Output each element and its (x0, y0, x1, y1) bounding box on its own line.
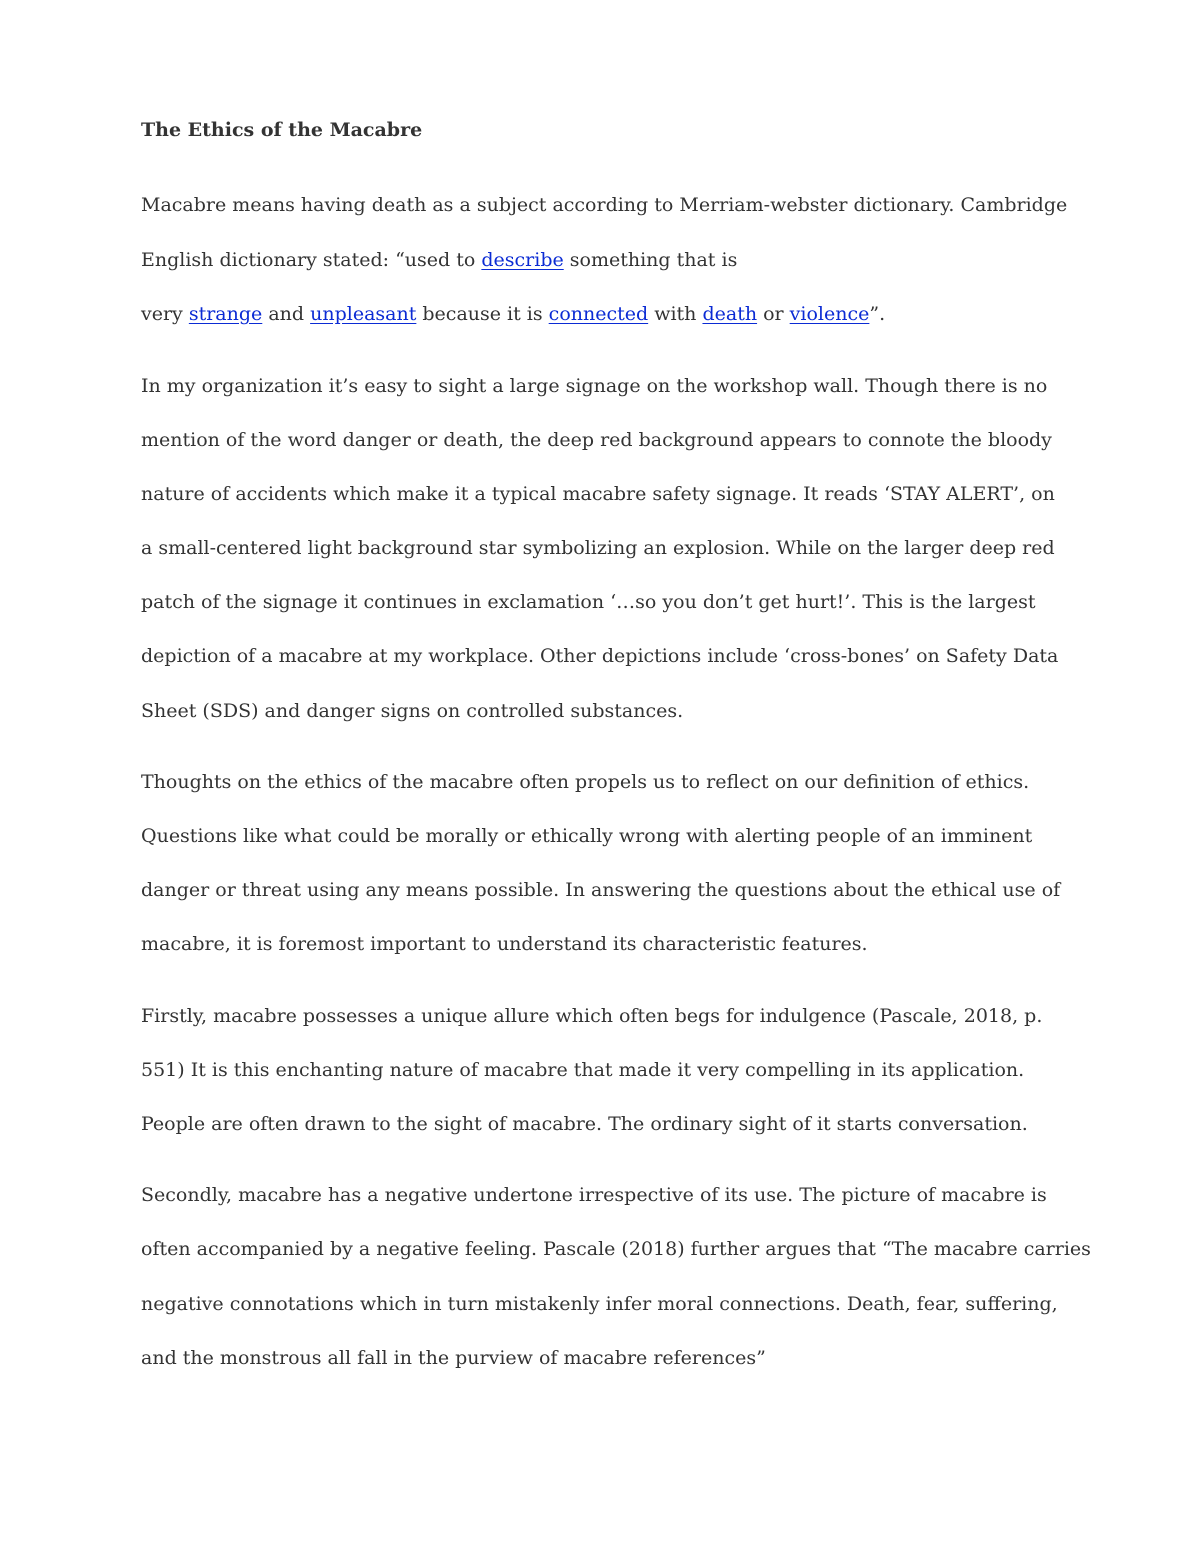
text-line (141, 178, 1071, 233)
text-run: danger or threat using any means possible. In answering the questions about the ethical use of (141, 879, 1061, 902)
text-run: Thoughts on the ethics of the macabre often propels us to reflect on our definition of ethics. (141, 770, 1030, 793)
dictionary-link[interactable]: describe (481, 248, 564, 271)
text-run: nature of accidents which make it a typical macabre safety signage. It reads ‘STAY ALERT’, on (141, 482, 1055, 505)
text-run: a small-centered light background star symbolizing an explosion. While on the larger deep red (141, 537, 1055, 560)
dictionary-link[interactable]: death (702, 303, 758, 325)
text-run: In my organization it’s easy to sight a large signage on the workshop wall. Though there is no (141, 374, 1048, 397)
text-line (141, 989, 1071, 1043)
text-line (141, 287, 1071, 342)
text-run: Sheet (SDS) and danger signs on controlled substances. (141, 699, 684, 722)
text-run: English dictionary stated: “used to (141, 248, 482, 271)
text-line (141, 1097, 1071, 1151)
text-run: depiction of a macabre at my workplace. Other depictions include ‘cross-bones’ on Safety Data (141, 645, 1059, 668)
text-run: very (141, 303, 189, 325)
text-line (141, 1331, 1071, 1385)
paragraph (141, 359, 1071, 738)
text-line (141, 917, 1071, 971)
text-line (141, 1168, 1071, 1222)
text-run: and the monstrous all fall in the purview of macabre references” (141, 1346, 766, 1369)
text-line (141, 629, 1071, 683)
document-body (141, 110, 1091, 1402)
text-run: something that is (563, 248, 738, 271)
text-run: and (262, 303, 311, 325)
text-run: or (757, 303, 790, 325)
text-run: ”. (869, 303, 886, 325)
text-run: often accompanied by a negative feeling. Pascale (2018) further argues that “The macabre carries (141, 1238, 1091, 1261)
text-line (141, 575, 1071, 629)
text-line (141, 1222, 1091, 1276)
dictionary-link[interactable]: unpleasant (310, 303, 417, 325)
text-line (141, 863, 1071, 917)
text-run: with (648, 303, 703, 325)
text-run: Secondly, macabre has a negative undertone irrespective of its use. The picture of macabre is (141, 1184, 1047, 1207)
text-run: People are often drawn to the sight of macabre. The ordinary sight of it starts conversation. (141, 1112, 1028, 1135)
text-line (141, 467, 1071, 521)
paragraph (141, 755, 1071, 972)
text-line (141, 413, 1071, 467)
text-line (141, 809, 1071, 863)
text-line (141, 755, 1071, 809)
paragraph (141, 989, 1071, 1152)
dictionary-link[interactable]: violence (789, 303, 870, 325)
paragraph-container (141, 178, 1091, 1385)
paragraph (141, 1168, 1091, 1385)
text-line (141, 359, 1071, 413)
text-line (141, 1043, 1071, 1097)
text-line (141, 233, 1071, 288)
text-line (141, 684, 1071, 738)
paragraph (141, 178, 1071, 342)
text-run: Questions like what could be morally or ethically wrong with alerting people of an imminent (141, 825, 1033, 847)
dictionary-link[interactable]: connected (548, 303, 649, 325)
text-run: Firstly, macabre possesses a unique allure which often begs for indulgence (Pascale, 2018, p. (141, 1004, 1043, 1027)
text-run: Macabre means having death as a subject according to Merriam-webster dictionary. Cambridge (141, 194, 1068, 216)
text-run: because it is (416, 303, 549, 325)
text-line (141, 1277, 1071, 1331)
text-run: 551) It is this enchanting nature of macabre that made it very compelling in its application. (141, 1058, 1025, 1081)
dictionary-link[interactable]: strange (188, 303, 263, 325)
text-run: patch of the signage it continues in exclamation ‘…so you don’t get hurt!’. This is the largest (141, 591, 1036, 614)
document-title: The Ethics of the Macabre (141, 119, 423, 141)
text-run: macabre, it is foremost important to understand its characteristic features. (141, 933, 868, 956)
text-run: mention of the word danger or death, the deep red background appears to connote the bloody (141, 428, 1052, 451)
text-run: negative connotations which in turn mistakenly infer moral connections. Death, fear, suffering, (141, 1292, 1058, 1315)
text-line (141, 521, 1071, 575)
